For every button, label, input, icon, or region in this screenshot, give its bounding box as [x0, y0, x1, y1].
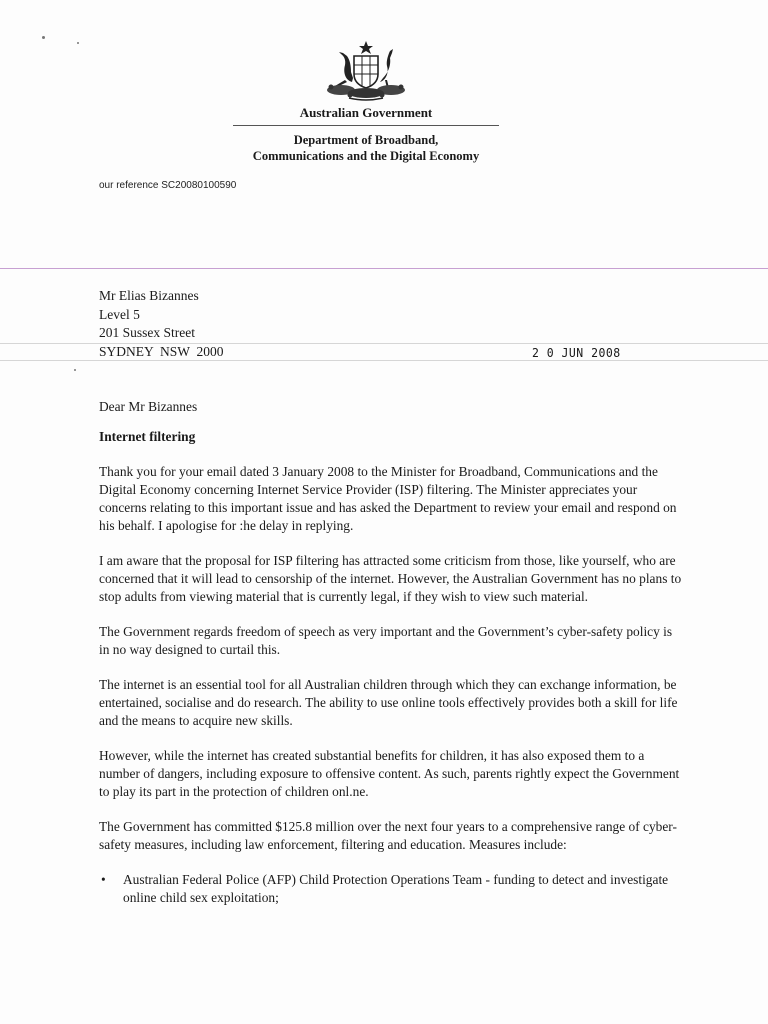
salutation: Dear Mr Bizannes: [99, 399, 198, 414]
date-stamp: 2 0 JUN 2008: [532, 345, 621, 360]
address-city: SYDNEY NSW 2000: [99, 343, 224, 359]
reference-number: our reference SC20080100590: [99, 180, 237, 191]
address-line-1: Level 5: [99, 306, 140, 322]
list-item: [99, 871, 684, 907]
department-name-line-1: Department of Broadband,: [293, 133, 439, 147]
department-name-line-2: Communications and the Digital Economy: [252, 149, 480, 163]
paragraph: Thank you for your email dated 3 January 2008 to the Minister for Broadband, Communications and the Digital Economy concerning Internet Service Provider (ISP) filtering. The Minister appreciates your concerns relating to this important issue and has asked the Department to review your email and respond on his behalf. I apologise for :he delay in replying.: [99, 464, 677, 533]
letterhead: [0, 40, 732, 164]
paragraph: The Government has committed $125.8 million over the next four years to a comprehensive range of cyber-safety measures, including law enforcement, filtering and education. Measures include:: [99, 819, 677, 852]
subject-heading: Internet filtering: [99, 429, 196, 444]
paragraph: The Government regards freedom of speech as very important and the Government’s cyber-safety policy is in no way designed to curtail this.: [99, 624, 673, 657]
coat-of-arms-icon: [323, 40, 409, 102]
paragraph: The internet is an essential tool for all Australian children through which they can exchange information, be entertained, socialise and do research. The ability to use online tools effectively provides both a skill for life and the means to acquire new skills.: [99, 677, 678, 728]
letterhead-divider: [233, 125, 499, 126]
scan-speck: [42, 36, 45, 39]
recipient-name: Mr Elias Bizannes: [99, 288, 199, 303]
header-divider: [0, 268, 768, 269]
paragraph: I am aware that the proposal for ISP filtering has attracted some criticism from those, like yourself, who are concerned that it will lead to censorship of the internet. However, the Australian Government has no plans to stop adults from viewing material that is currently legal, if they wish to view such material.: [99, 553, 682, 604]
scan-speck: [77, 42, 79, 44]
bullet-icon: •: [101, 872, 106, 887]
paragraph: However, while the internet has created substantial benefits for children, it has also exposed them to a number of dangers, including exposure to offensive content. As such, parents rightly expect the Government to play its part in the protection of children onl.ne.: [99, 748, 680, 799]
recipient-address: [99, 287, 224, 361]
letter-body: [99, 398, 684, 907]
government-name: Australian Government: [299, 105, 433, 120]
list-item-text: Australian Federal Police (AFP) Child Protection Operations Team - funding to detect and investigate online child sex exploitation;: [123, 872, 669, 905]
address-line-2: 201 Sussex Street: [99, 325, 195, 340]
scan-speck: [74, 369, 76, 371]
